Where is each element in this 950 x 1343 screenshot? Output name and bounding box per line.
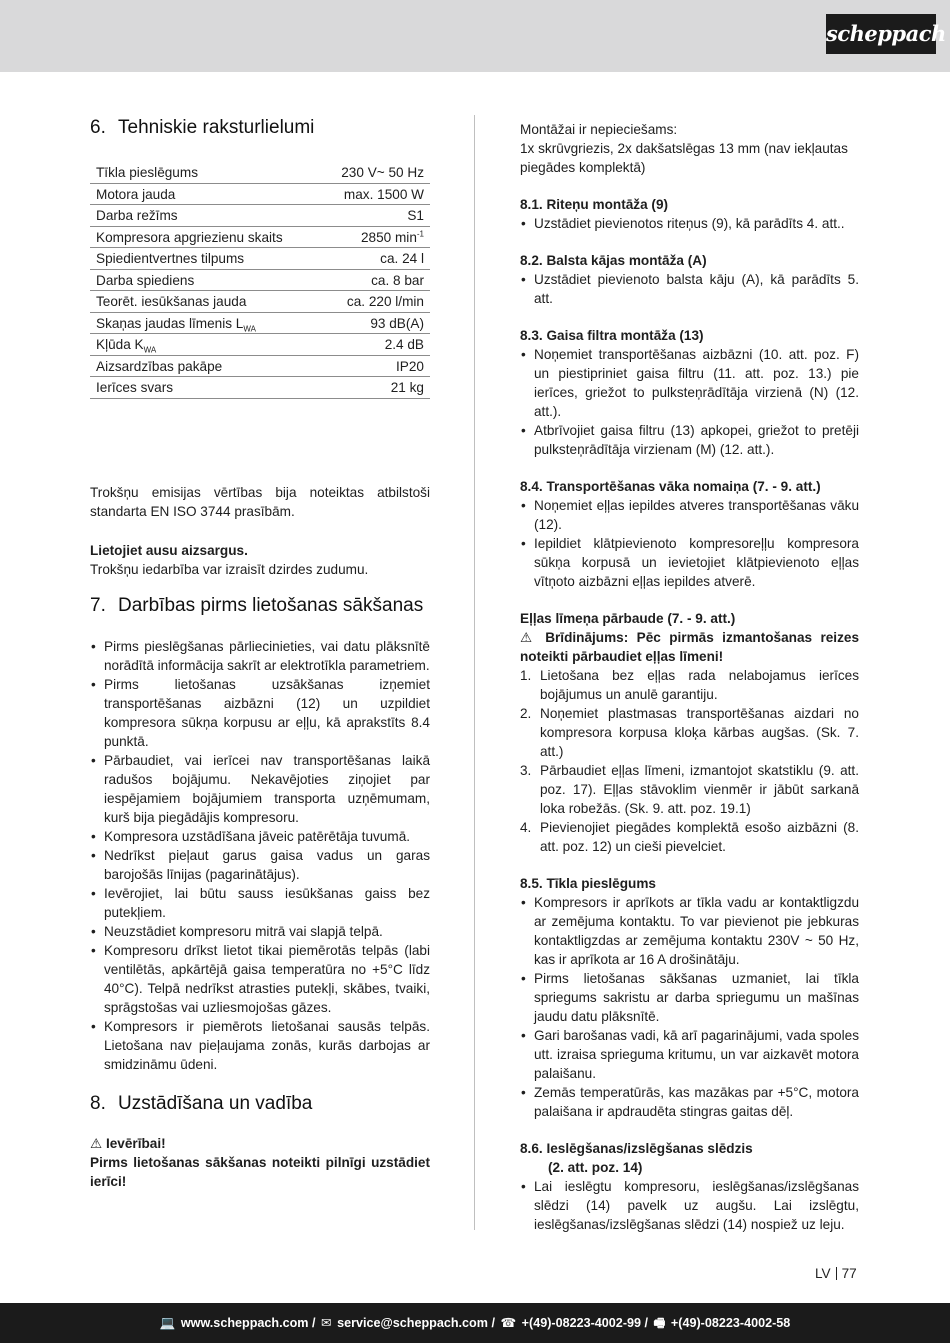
list-item: • Kompresoru drīkst lietot tikai piemērotās telpās (labi ventilētās, apkārtējā gaisa temperatūra no +5°C līdz 40°C). Telpā nedrīkst atrasties putekļi, skābes, tvaiki, sprāgstošas vai uzliesmojošas gāzes. [90,941,430,1017]
list-item: • Pirms pieslēgšanas pārliecinieties, vai datu plāksnītē norādītā informācija sakrīt ar elektrotīkla parametriem. [90,637,430,675]
footer-phone: +(49)-08223-4002-99 / [521,1316,649,1330]
oil-check-list [520,666,859,856]
spec-row [90,183,430,205]
spec-value: 2.4 dB [320,334,430,356]
spec-label: Aizsardzības pakāpe [90,355,320,377]
list-item: • Pārbaudiet, vai ierīcei nav transportēšanas laikā radušos bojājumu. Nekavējoties ziņojiet par iespējamiem bojājumiem transporta uzņēmumam, kurš bija piegādājis kompresoru. [90,751,430,827]
spec-label: Tīkla pieslēgums [90,162,320,183]
spec-row [90,269,430,291]
assembly-tools: 1x skrūvgriezis, 2x dakšatslēgas 13 mm (nav iekļautas piegādes komplektā) [520,141,848,175]
spec-label: Ierīces svars [90,377,320,399]
list-item: • Zemās temperatūrās, kas mazākas par +5°C, motora palaišana ir apdraudēta stingras gaitas dēļ. [520,1083,859,1121]
section-8-6-subtitle: (2. att. poz. 14) [548,1160,643,1175]
spec-value: 230 V~ 50 Hz [320,162,430,183]
phone-icon: ☎ [500,1316,517,1330]
ear-protection-bold: Lietojiet ausu aizsargus. [90,543,248,558]
list-item: • Kompresors ir piemērots lietošanai sausās telpās. Lietošana nav pieļaujama zonās, kurās darbojas ar smidzināmu ūdeni. [90,1017,430,1074]
footer-fax: +(49)-08223-4002-58 [670,1316,791,1330]
spec-row [90,334,430,356]
section-7-heading: 7. Darbības pirms lietošanas sākšanas [90,595,424,616]
spec-value: IP20 [320,355,430,377]
list-item: 2. Noņemiet plastmasas transportēšanas aizdari no kompresora korpusa kloķa kārbas augšas. (Sk. 7. att.) [520,706,859,759]
list-item: • Ievērojiet, lai būtu sauss iesūkšanas gaiss bez putekļiem. [90,884,430,922]
list-item: • Noņemiet eļļas iepildes atveres transportēšanas vāku (12). [520,496,859,534]
page-number: LV 77 [815,1266,857,1281]
list-item: • Kompresora uzstādīšana jāveic patērētāja tuvumā. [90,827,430,846]
list-item: • Iepildiet klātpievienoto kompresoreļļu kompresora sūkņa korpusā un ievietojiet klātpievienoto eļļas vītņoto aizbāzni eļļas iepildes atverē. [520,534,859,591]
install-warning [90,1134,430,1191]
list-item: • Pirms lietošanas uzsākšanas izņemiet transportēšanas aizbāzni (12) un uzpildiet kompresora sūkņa korpusu ar eļļu, kā aprakstīts 8.4 punktā. [90,675,430,751]
section-8-title: Uzstādīšana un vadība [118,1093,313,1114]
spec-value: 93 dB(A) [320,312,430,334]
spec-row [90,377,430,399]
oil-warning: ⚠ Brīdinājums: Pēc pirmās izmantošanas reizes noteikti pārbaudiet eļļas līmeni! [520,630,860,664]
spec-label: Kompresora apgriezienu skaits [90,226,320,248]
header-bar [0,0,950,72]
section-8-2-title: 8.2. Balsta kājas montāža (A) [520,253,707,268]
spec-row [90,291,430,313]
warning-text: Pirms lietošanas sākšanas noteikti pilnīgi uzstādiet ierīci! [90,1155,430,1189]
spec-value: max. 1500 W [320,183,430,205]
scheppach-logo: scheppach [826,14,936,54]
spec-label: Darba spiediens [90,269,320,291]
list-item: • Pirms lietošanas sākšanas uzmaniet, lai tīkla spriegums sakristu ar darba spriegumu un mašīnas jaudu datu plāksnītē. [520,969,859,1026]
section-6-title: Tehniskie raksturlielumi [118,117,315,138]
spec-row [90,248,430,270]
section-8-5-list [520,893,859,1121]
warning-title: Ievērībai! [105,1136,166,1151]
list-item: • Uzstādiet pievienotos riteņus (9), kā parādīts 4. att.. [520,214,859,233]
oil-check-title: Eļļas līmeņa pārbaude (7. - 9. att.) [520,611,736,626]
section-8-3-list [520,345,859,459]
ear-protection-text: Trokšņu iedarbība var izraisīt dzirdes zudumu. [90,562,369,577]
section-8-3-title: 8.3. Gaisa filtra montāža (13) [520,328,704,343]
section-6-heading: 6. Tehniskie raksturlielumi [90,117,315,138]
warning-icon: ⚠ [520,630,537,645]
technical-data-table [90,162,430,399]
column-divider [474,115,475,1230]
spec-value: ca. 220 l/min [320,291,430,313]
list-item: 1. Lietošana bez eļļas rada nelabojamus ierīces bojājumus un anulē garantiju. [520,668,859,702]
spec-row [90,226,430,248]
spec-label: Darba režīms [90,205,320,227]
list-item: • Neuzstādiet kompresoru mitrā vai slapjā telpā. [90,922,430,941]
list-item: 4. Pievienojiet piegādes komplektā esošo aizbāzni (8. att. poz. 12) un cieši pievelciet. [520,820,859,854]
spec-row [90,162,430,183]
spec-label: Kļūda $K_{WA}$ [90,334,320,356]
list-item: 3. Pārbaudiet eļļas līmeni, izmantojot skatstiklu (9. att. poz. 17). Eļļas stāvoklim vienmēr ir jābūt sarkanā loka robežās. (Sk. 9. att. poz. 19.1) [520,763,859,816]
footer-bar [0,1303,950,1343]
fax-icon: 🖷 [653,1316,666,1330]
list-item: • Nedrīkst pieļaut garus gaisa vadus un garas barojošās līnijas (pagarinātājus). [90,846,430,884]
list-item: • Noņemiet transportēšanas aizbāzni (10. att. poz. F) un piestipriniet gaisa filtru (11. att. poz. 13.) pie ierīces, griežot to pulksteņrādītāja virzienā (N) (12. att.). [520,345,859,421]
spec-label: Motora jauda [90,183,320,205]
list-item: • Atbrīvojiet gaisa filtru (13) apkopei, griežot to pretēji pulksteņrādītāja virzienam (M) (12. att.). [520,421,859,459]
section-8-2-list [520,270,859,308]
spec-value: ca. 8 bar [320,269,430,291]
spec-label: Skaņas jaudas līmenis $L_{WA}$ [90,312,320,334]
list-item: • Kompresors ir aprīkots ar tīkla vadu ar kontaktligzdu ar zemējuma kontaktu. To var pievienot pie jebkuras kontaktligzdas ar zemējuma kontaktu 230V ~ 50 Hz, kas ir aprīkota ar 16 A drošinātāju. [520,893,859,969]
spec-row [90,355,430,377]
spec-value: ca. 24 l [320,248,430,270]
spec-row [90,205,430,227]
mail-icon: ✉ [321,1316,332,1330]
footer-email[interactable]: service@scheppach.com / [337,1316,495,1330]
spec-label: Teorēt. iesūkšanas jauda [90,291,320,313]
section-8-heading: 8. Uzstādīšana un vadība [90,1093,313,1114]
spec-value: 2850 $\min^{-1}$ [320,226,430,248]
section-8-5-title: 8.5. Tīkla pieslēgums [520,876,656,891]
noise-emission-text: Trokšņu emisijas vērtības bija noteiktas atbilstoši standarta EN ISO 3744 prasībām. [90,485,430,519]
list-item: • Uzstādiet pievienoto balsta kāju (A), kā parādīts 5. att. [520,270,859,308]
section-8-4-list [520,496,859,591]
section-8-6-title: 8.6. Ieslēgšanas/izslēgšanas slēdzis [520,1141,753,1156]
section-8-6-list [520,1177,859,1234]
section-8-1-list [520,214,859,233]
spec-label: Spiedientvertnes tilpums [90,248,320,270]
spec-value: 21 kg [320,377,430,399]
section-8-4-title: 8.4. Transportēšanas vāka nomaiņa (7. - 9. att.) [520,479,821,494]
computer-icon: 💻 [159,1316,176,1330]
right-column [520,120,859,1234]
section-7-title: Darbības pirms lietošanas sākšanas [118,595,424,616]
spec-row [90,312,430,334]
section-8-1-title: 8.1. Riteņu montāža (9) [520,197,669,212]
spec-value: S1 [320,205,430,227]
page-separator [836,1267,837,1280]
list-item: • Gari barošanas vadi, kā arī pagarinājumi, vada spoles utt. izraisa sprieguma kritumu, un var aizkavēt motora palaišanu. [520,1026,859,1083]
list-item: • Lai ieslēgtu kompresoru, ieslēgšanas/izslēgšanas slēdzi (14) pavelk uz augšu. Lai izslēgtu, ieslēgšanas/izslēgšanas slēdzi (14) nospiež uz leju. [520,1177,859,1234]
assembly-intro: Montāžai ir nepieciešams: [520,122,678,137]
warning-icon: ⚠ [90,1136,103,1151]
section-7-list [90,637,430,1074]
footer-website[interactable]: www.scheppach.com / [180,1316,316,1330]
